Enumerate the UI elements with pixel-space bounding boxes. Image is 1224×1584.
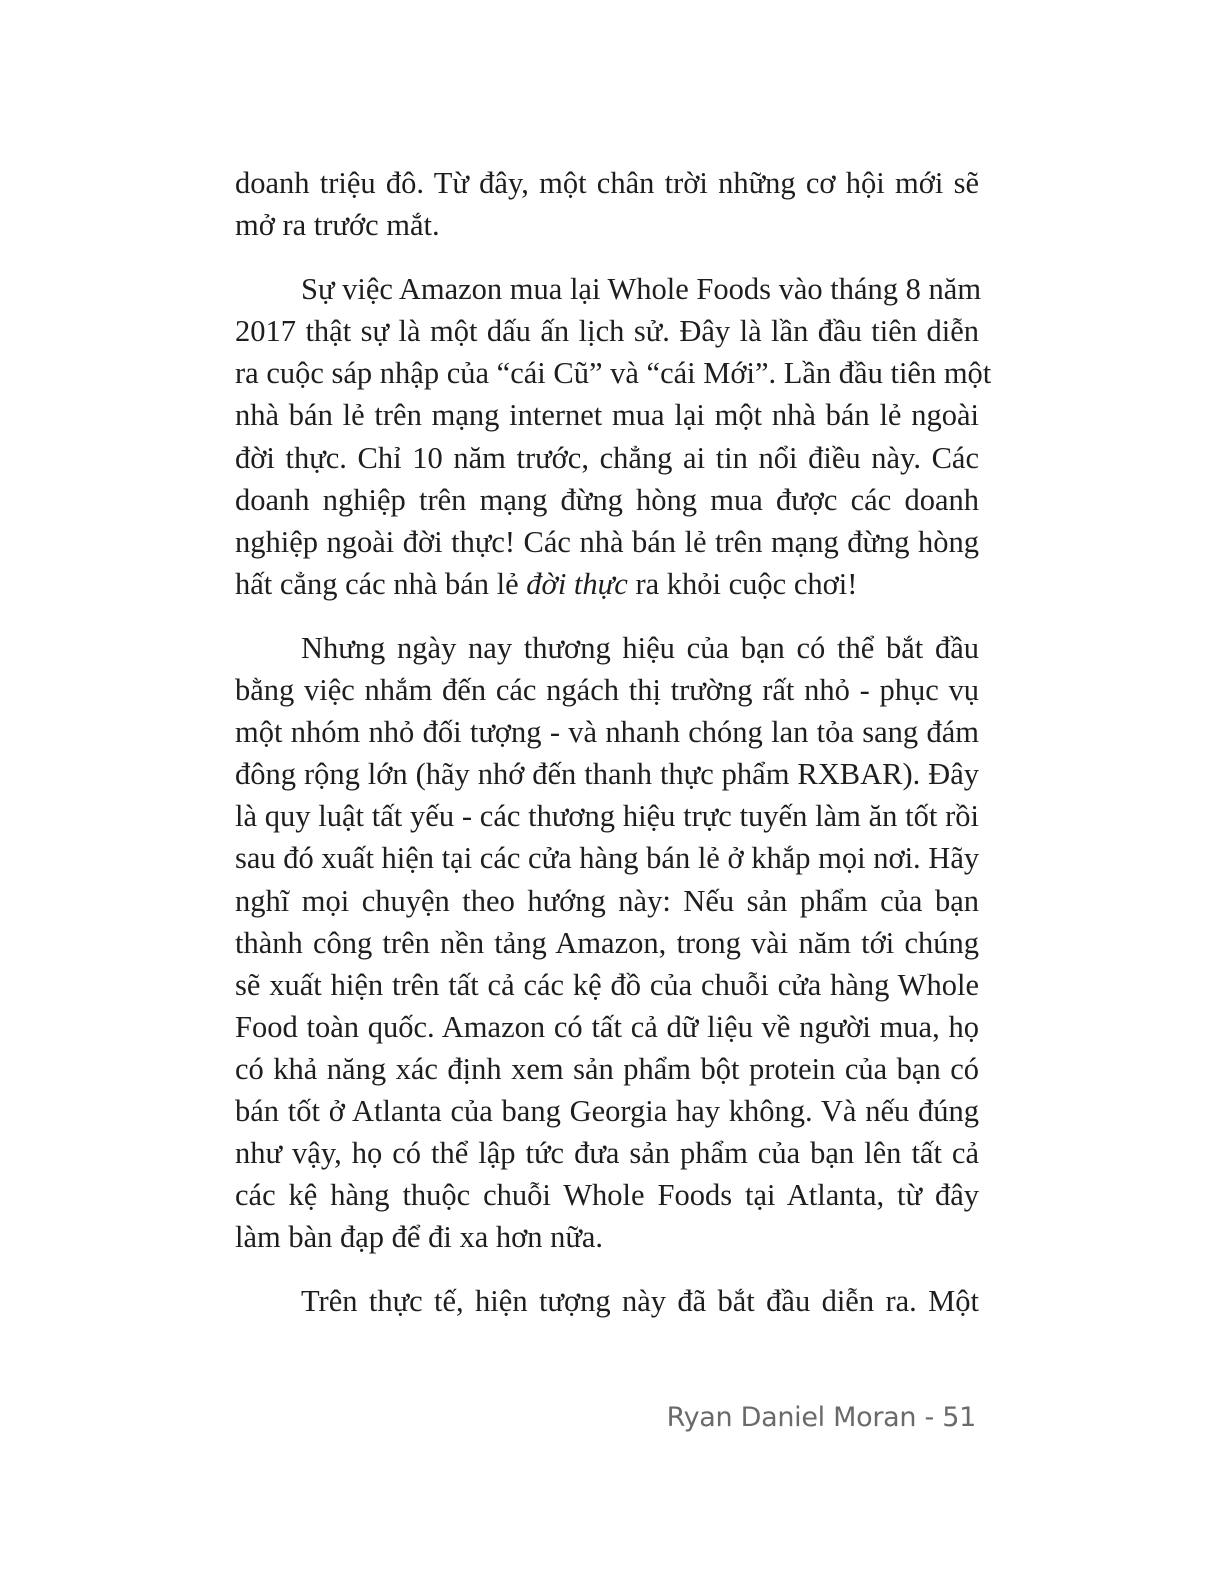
text-line: các kệ hàng thuộc chuỗi Whole Foods tại Atlanta, từ đây bbox=[235, 1178, 979, 1213]
text-line: có khả năng xác định xem sản phẩm bột protein của bạn có bbox=[235, 1051, 979, 1086]
paragraph-3 bbox=[235, 627, 979, 1258]
text-line: Food toàn quốc. Amazon có tất cả dữ liệu về người mua, họ bbox=[235, 1009, 979, 1044]
text-line: thành công trên nền tảng Amazon, trong vài năm tới chúng bbox=[235, 925, 979, 960]
text-line: bằng việc nhắm đến các ngách thị trường rất nhỏ - phục vụ bbox=[235, 673, 979, 708]
text-line bbox=[235, 563, 979, 605]
italic-emphasis: đời thực bbox=[526, 566, 628, 601]
body-text bbox=[235, 162, 992, 1344]
text-line: Nhưng ngày nay thương hiệu của bạn có thể bắt đầu bbox=[301, 630, 979, 665]
text-line: bán tốt ở Atlanta của bang Georgia hay không. Và nếu đúng bbox=[235, 1093, 979, 1128]
text-line: sẽ xuất hiện trên tất cả các kệ đồ của chuỗi cửa hàng Whole bbox=[235, 967, 979, 1002]
text-line: nhà bán lẻ trên mạng internet mua lại một nhà bán lẻ ngoài bbox=[235, 398, 979, 433]
text-line: Sự việc Amazon mua lại Whole Foods vào tháng 8 năm bbox=[301, 272, 982, 307]
text-segment: hất cẳng các nhà bán lẻ bbox=[235, 566, 527, 601]
text-line: đời thực. Chỉ 10 năm trước, chẳng ai tin nổi điều này. Các bbox=[235, 440, 979, 475]
paragraph-2 bbox=[235, 268, 992, 605]
text-line: 2017 thật sự là một dấu ấn lịch sử. Đây là lần đầu tiên diễn bbox=[235, 314, 979, 349]
text-line: Trên thực tế, hiện tượng này đã bắt đầu diễn ra. Một bbox=[301, 1284, 979, 1319]
text-line: một nhóm nhỏ đối tượng - và nhanh chóng lan tỏa sang đám bbox=[235, 715, 979, 750]
paragraph-1 bbox=[235, 162, 979, 246]
text-line: sau đó xuất hiện tại các cửa hàng bán lẻ ở khắp mọi nơi. Hãy bbox=[235, 841, 980, 876]
text-line: như vậy, họ có thể lập tức đưa sản phẩm của bạn lên tất cả bbox=[235, 1136, 979, 1171]
text-line: doanh nghiệp trên mạng đừng hòng mua được các doanh bbox=[235, 482, 979, 517]
page-footer: Ryan Daniel Moran - 51 bbox=[666, 1402, 976, 1433]
text-line: nghĩ mọi chuyện theo hướng này: Nếu sản phẩm của bạn bbox=[235, 883, 979, 918]
text-line: làm bàn đạp để đi xa hơn nữa. bbox=[235, 1220, 604, 1255]
text-line: đông rộng lớn (hãy nhớ đến thanh thực phẩm RXBAR). Đây bbox=[235, 757, 979, 792]
paragraph-4 bbox=[235, 1280, 979, 1322]
text-line: là quy luật tất yếu - các thương hiệu trực tuyến làm ăn tốt rồi bbox=[235, 799, 979, 834]
text-line: doanh triệu đô. Từ đây, một chân trời những cơ hội mới sẽ bbox=[235, 166, 979, 200]
text-line: nghiệp ngoài đời thực! Các nhà bán lẻ trên mạng đừng hòng bbox=[235, 524, 979, 559]
text-segment: ra khỏi cuộc chơi! bbox=[627, 566, 858, 601]
text-line: ra cuộc sáp nhập của “cái Cũ” và “cái Mới”. Lần đầu tiên một bbox=[235, 356, 992, 391]
text-line: mở ra trước mắt. bbox=[235, 208, 440, 243]
